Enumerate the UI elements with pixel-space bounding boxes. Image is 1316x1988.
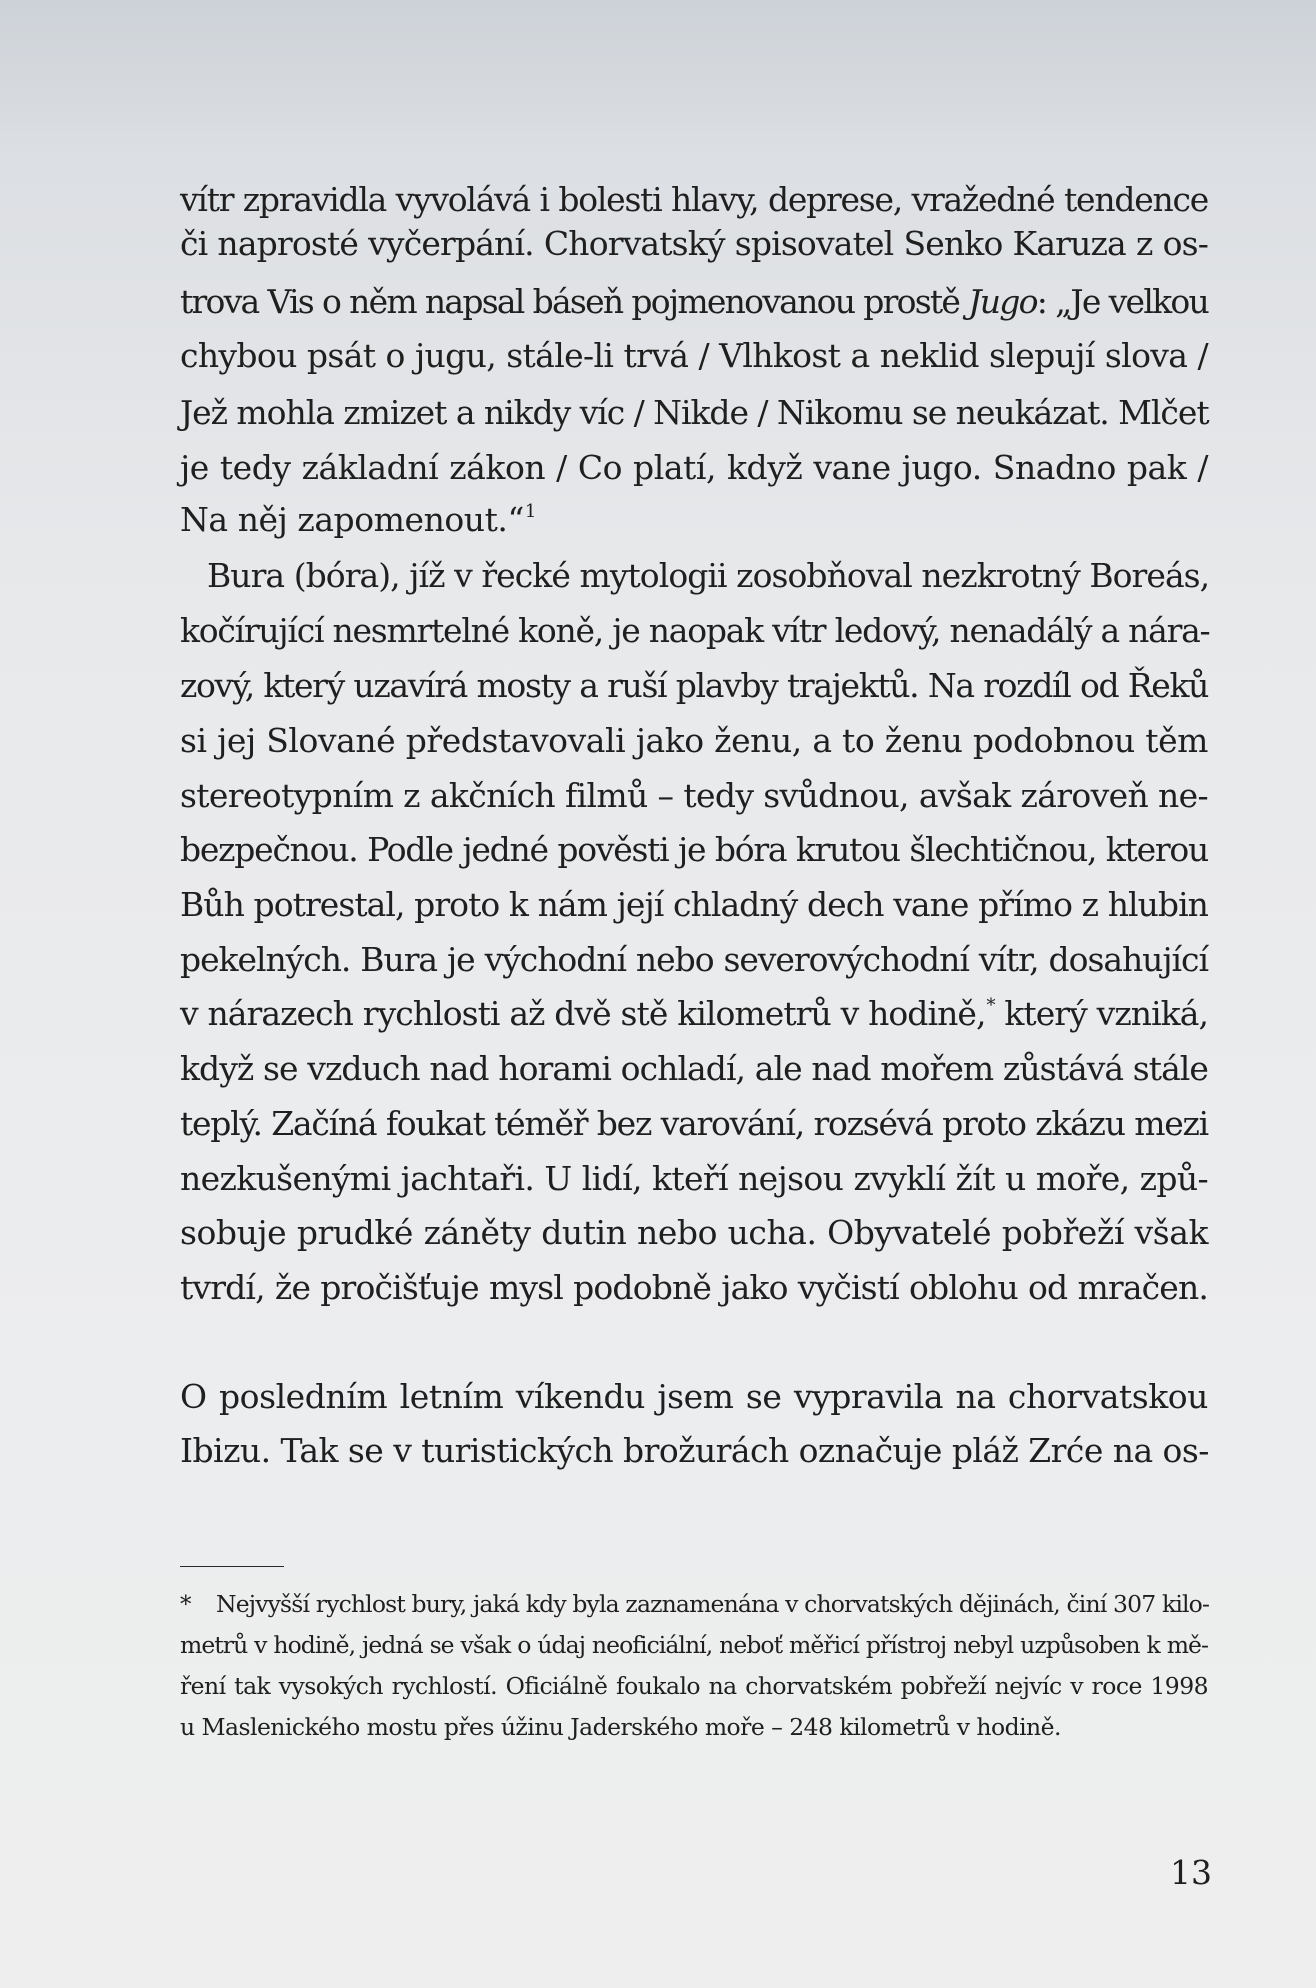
body-line: tvrdí, že pročišťuje mysl podobně jako vyčistí oblohu od mračen. (180, 1268, 1208, 1307)
poem-title: Jugo (968, 282, 1037, 321)
body-line: pekelných. Bura je východní nebo severovýchodní vítr, dosahující (180, 940, 1208, 979)
footnote-line: u Maslenického mostu přes úžinu Jaderského moře – 248 kilometrů v hodině. (180, 1713, 1061, 1741)
body-line: si jej Slované představovali jako ženu, a to ženu podobnou těm (180, 721, 1208, 760)
body-line: či naprosté vyčerpání. Chorvatský spisovatel Senko Karuza z os- (180, 224, 1208, 263)
footnote-line: ření tak vysokých rychlostí. Oficiálně foukalo na chorvatském pobřeží nejvíc v roce 1998 (180, 1672, 1208, 1700)
body-line (180, 994, 1208, 1040)
body-line: teplý. Začíná foukat téměř bez varování, rozsévá proto zkázu mezi (180, 1104, 1208, 1143)
body-line: Ibizu. Tak se v turistických brožurách označuje pláž Zrće na os- (180, 1431, 1209, 1470)
body-text: který vzniká, (994, 994, 1208, 1033)
body-line: chybou psát o jugu, stále-li trvá / Vlhkost a neklid slepují slova / (180, 336, 1208, 375)
footnote-rule (180, 1566, 284, 1567)
body-text: : „Je velkou (1036, 282, 1209, 321)
body-line: Bůh potrestal, proto k nám její chladný dech vane přímo z hlubin (180, 885, 1208, 924)
body-line: Jež mohla zmizet a nikdy víc / Nikde / Nikomu se neukázat. Mlčet (180, 393, 1209, 432)
footnote-line: metrů v hodině, jedná se však o údaj neoficiální, neboť měřicí přístroj nebyl uzpůsoben k mě- (180, 1631, 1208, 1659)
body-line: kočírující nesmrtelné koně, je naopak vítr ledový, nenadálý a nára- (180, 611, 1210, 650)
body-text: trova Vis o něm napsal báseň pojmenovanou prostě (180, 282, 969, 321)
body-line: O posledním letním víkendu jsem se vypravila na chorvatskou (180, 1377, 1208, 1416)
page-number: 13 (1170, 1853, 1212, 1892)
body-text: Na něj zapomenout.“ (180, 500, 524, 539)
endnote-reference: 1 (524, 501, 536, 522)
body-line: zový, který uzavírá mosty a ruší plavby trajektů. Na rozdíl od Řeků (180, 666, 1208, 705)
footnote-line (180, 1589, 1208, 1620)
body-line: bezpečnou. Podle jedné pověsti je bóra krutou šlechtičnou, kterou (180, 830, 1208, 869)
footnote-text: Nejvyšší rychlost bury, jaká kdy byla zaznamenána v chorvatských dějinách, činí 307 kilo- (216, 1590, 1210, 1618)
body-line: Bura (bóra), jíž v řecké mytologii zosobňoval nezkrotný Boreás, (207, 556, 1210, 595)
body-line: stereotypním z akčních filmů – tedy svůdnou, avšak zároveň ne- (180, 776, 1208, 815)
body-line: nezkušenými jachtaři. U lidí, kteří nejsou zvyklí žít u moře, způ- (180, 1159, 1208, 1198)
footnote-reference: * (986, 995, 995, 1016)
body-line (180, 500, 1208, 546)
body-line: je tedy základní zákon / Co platí, když vane jugo. Snadno pak / (180, 448, 1208, 487)
footnote-mark: * (180, 1592, 191, 1618)
body-line: když se vzduch nad horami ochladí, ale nad mořem zůstává stále (180, 1049, 1208, 1088)
body-text: v nárazech rychlosti až dvě stě kilometrů v hodině, (180, 994, 986, 1033)
body-line: sobuje prudké záněty dutin nebo ucha. Obyvatelé pobřeží však (180, 1213, 1208, 1252)
body-line (180, 282, 1208, 322)
body-line: vítr zpravidla vyvolává i bolesti hlavy, deprese, vražedné tendence (180, 180, 1208, 219)
